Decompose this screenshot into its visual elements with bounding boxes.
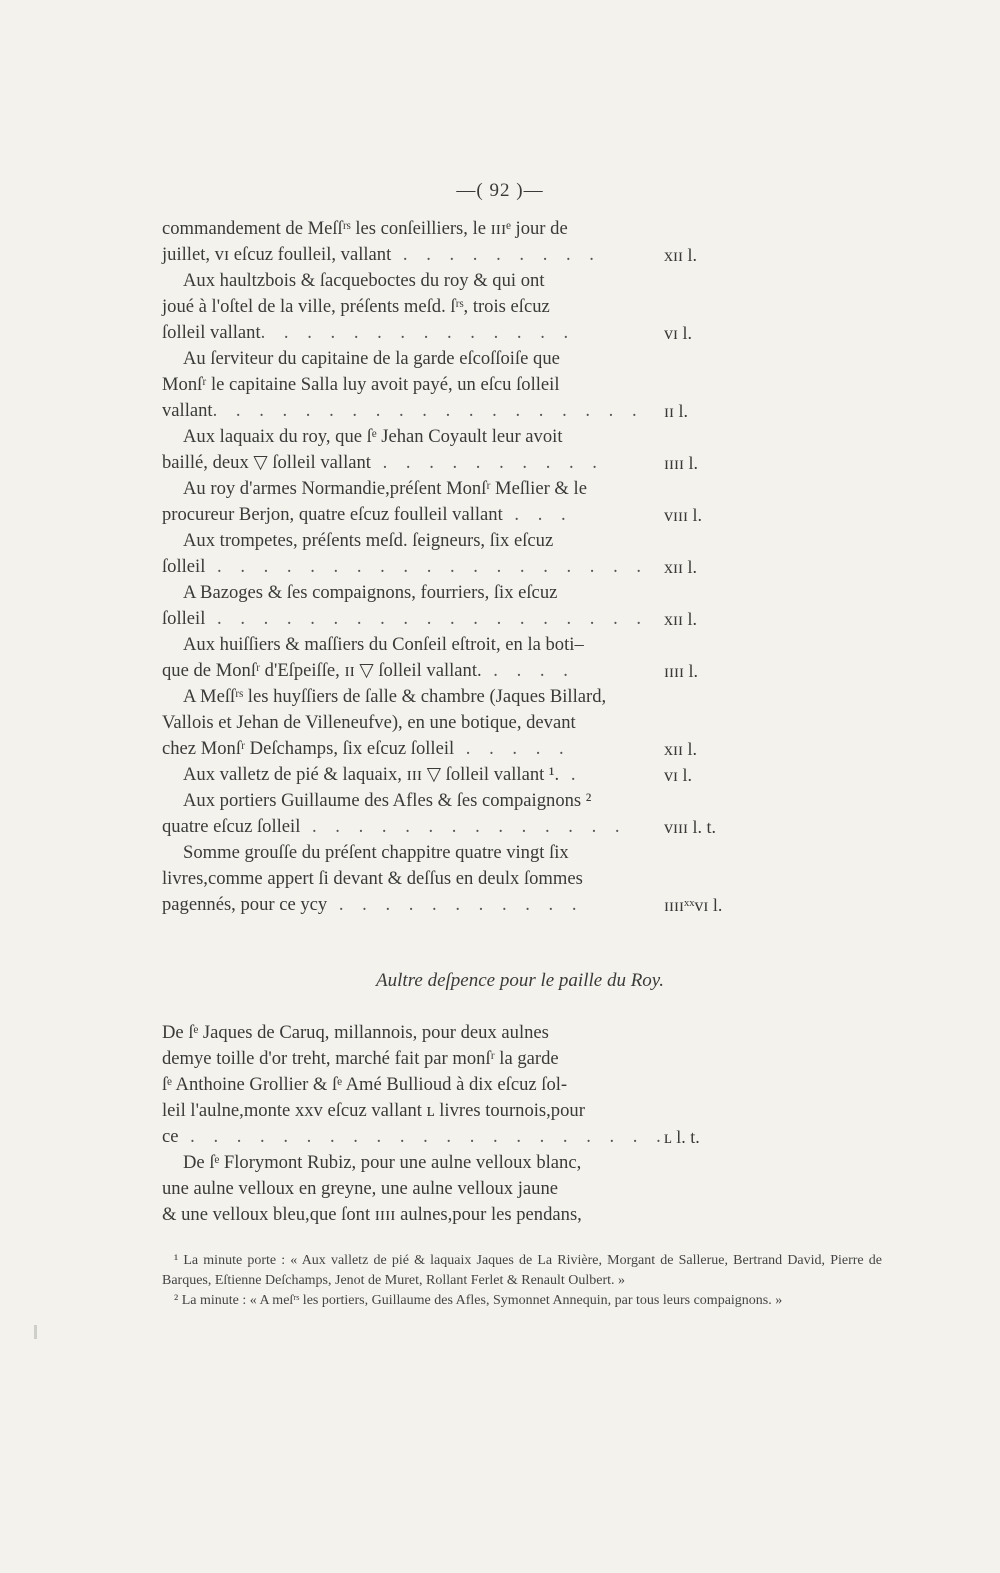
entry-line [162,736,698,762]
entry-text: chez Monſʳ Deſchamps, ſix eſcuz ſolleil [162,738,455,759]
entry-line [162,1150,622,1176]
entry-amount: ɪɪ l. [664,401,689,421]
leader-dots: . . . . . . . . . . [370,452,604,473]
entry-text: & une velloux bleu,que ſont ɪɪɪɪ aulnes,pour les pendans, [162,1204,582,1225]
entry-line [162,320,693,346]
entry-text: ſolleil [162,556,206,577]
entry-line [162,450,699,476]
entry-text: ce [162,1126,179,1147]
margin-mark [34,1325,37,1339]
entry-line [162,866,622,892]
entry-line [162,814,717,840]
leader-dots: . . . . . . . . . [391,244,601,265]
footnote-2: ² La minute : « A meſʳˢ les portiers, Guillaume des Afles, Symonnet Annequin, par tous leurs compaignons. » [174,1293,783,1308]
entry-text: Vallois et Jehan de Villeneufve), en une botique, devant [162,712,576,733]
leader-dots: . . . . . . . . . . . . . . [260,322,576,343]
entry-amount: ʟ l. t. [664,1127,700,1147]
footnote-1: ¹ La minute porte : « Aux valletz de pié & laquaix Jaques de La Rivière, Morgant de Sallerue, Bertrand David, Pierre de Barques, Eſtienne Deſchamps, Jenot de Muret, Rollant Ferlet & Renault Oulbert. » [162,1253,882,1288]
entry-text: livres,comme appert ſi devant & deſſus en deulx ſommes [162,868,583,889]
entry-text: demye toille d'or treht, marché fait par monſʳ la garde [162,1048,559,1069]
entry-amount: ᴠɪɪɪ l. t. [664,817,717,837]
leader-dots: . . . . [481,660,575,681]
entry-line [162,476,622,502]
entry-line [162,632,622,658]
footnotes [162,1251,882,1311]
entry-text: quatre eſcuz ſolleil [162,816,301,837]
entry-line [162,1176,622,1202]
entry-line [162,372,622,398]
entry-text: juillet, ᴠɪ eſcuz foulleil, vallant [162,244,392,265]
entry-line [162,1046,622,1072]
entry-amount: ɪɪɪɪ l. [664,661,699,681]
account-entries [162,216,723,918]
entry-amount: ᴠɪ l. [664,765,693,785]
entry-text: De ſᵉ Jaques de Caruq, millannois, pour deux aulnes [162,1022,549,1043]
leader-dots: . . . . . . . . . . . . . . . . . . . . . [178,1126,668,1147]
entry-amount: ᴠɪ l. [664,323,693,343]
leader-dots: . . . [502,504,573,525]
entry-line [162,1124,700,1150]
entry-line [162,294,622,320]
leader-dots: . . . . . . . . . . . . . . . . . . . [205,608,649,629]
entry-text: Aux huiſſiers & maſſiers du Conſeil eſtroit, en la boti– [183,634,584,655]
entry-text: Aux valletz de pié & laquaix, ɪɪɪ ▽ ſolleil vallant ¹. [183,764,560,785]
entry-text: Aux haultzbois & ſacqueboctes du roy & qui ont [183,270,545,291]
entry-amount: ɪɪɪɪˣˣᴠɪ l. [664,895,723,915]
leader-dots: . [559,764,583,785]
account-entries-paille [162,1020,700,1228]
entry-text: A Bazoges & ſes compaignons, fourriers, ſix eſcuz [183,582,558,603]
entry-line [162,710,622,736]
entry-line [162,1020,622,1046]
entry-text: Aux trompetes, préſents meſd. ſeigneurs, ſix eſcuz [183,530,554,551]
entry-line [162,554,698,580]
entry-line [162,528,622,554]
entry-line [162,658,699,684]
entry-text: joué à l'oſtel de la ville, préſents meſd. ſʳˢ, trois eſcuz [162,296,550,317]
entry-text: vallant [162,400,213,421]
entry-text: leil l'aulne,monte xxv eſcuz vallant ʟ livres tournois,pour [162,1100,585,1121]
leader-dots: . . . . . . . . . . . . . . . . . . . [212,400,644,421]
entry-text: Aux laquaix du roy, que ſᵉ Jehan Coyault leur avoit [183,426,563,447]
entry-text: une aulne velloux en greyne, une aulne velloux jaune [162,1178,559,1199]
entry-amount: xɪɪ l. [664,739,698,759]
entry-line [162,346,622,372]
entry-line [162,1202,622,1228]
entry-text: Aux portiers Guillaume des Afles & ſes compaignons ² [183,790,592,811]
entry-line [162,424,622,450]
entry-amount: xɪɪ l. [664,609,698,629]
entry-line [162,840,622,866]
entry-line [162,242,698,268]
entry-text: De ſᵉ Florymont Rubiz, pour une aulne velloux blanc, [183,1152,582,1173]
entry-text: Somme grouſſe du préſent chappitre quatre vingt ſix [183,842,569,863]
entry-text: ſᵉ Anthoine Grollier & ſᵉ Amé Bullioud à dix eſcuz ſol- [162,1074,568,1095]
entry-amount: xɪɪ l. [664,557,698,577]
entry-amount: ᴠɪɪɪ l. [664,505,703,525]
leader-dots: . . . . . . . . . . . . . . . . . . . [205,556,649,577]
entry-amount: xɪɪ l. [664,245,698,265]
entry-text: baillé, deux ▽ ſolleil vallant [162,452,371,473]
entry-text: ſolleil [162,608,206,629]
entry-line [162,762,693,788]
entry-line [162,684,622,710]
entry-amount: ɪɪɪɪ l. [664,453,699,473]
entry-line [162,216,622,242]
section-title: Aultre deſpence pour le paille du Roy. [376,970,664,991]
entry-text: Au ſerviteur du capitaine de la garde eſcoſſoiſe que [183,348,560,369]
entry-text: ſolleil vallant [162,322,261,343]
entry-line [162,1098,622,1124]
entry-text: A Meſſʳˢ les huyſſiers de ſalle & chambre (Jaques Billard, [183,686,607,707]
entry-line [162,606,698,632]
entry-line [162,268,622,294]
entry-text: que de Monſʳ d'Eſpeiſſe, ɪɪ ▽ ſolleil vallant. [162,660,482,681]
entry-text: Monſʳ le capitaine Salla luy avoit payé, un eſcu ſolleil [162,374,560,395]
entry-line [162,580,622,606]
leader-dots: . . . . . . . . . . . [327,894,584,915]
entry-line [162,398,689,424]
entry-line [162,788,622,814]
leader-dots: . . . . . [454,738,571,759]
entry-text: procureur Berjon, quatre eſcuz foulleil vallant [162,504,503,525]
entry-line [162,502,703,528]
entry-text: pagennés, pour ce ycy [162,894,328,915]
entry-text: commandement de Meſſʳˢ les conſeilliers, le ɪɪɪᵉ jour de [162,218,568,239]
entry-text: Au roy d'armes Normandie,préſent Monſʳ Meſlier & le [183,478,587,499]
leader-dots: . . . . . . . . . . . . . . [300,816,627,837]
page-number: —( 92 )— [456,180,544,201]
entry-line [162,1072,622,1098]
entry-line [162,892,723,918]
